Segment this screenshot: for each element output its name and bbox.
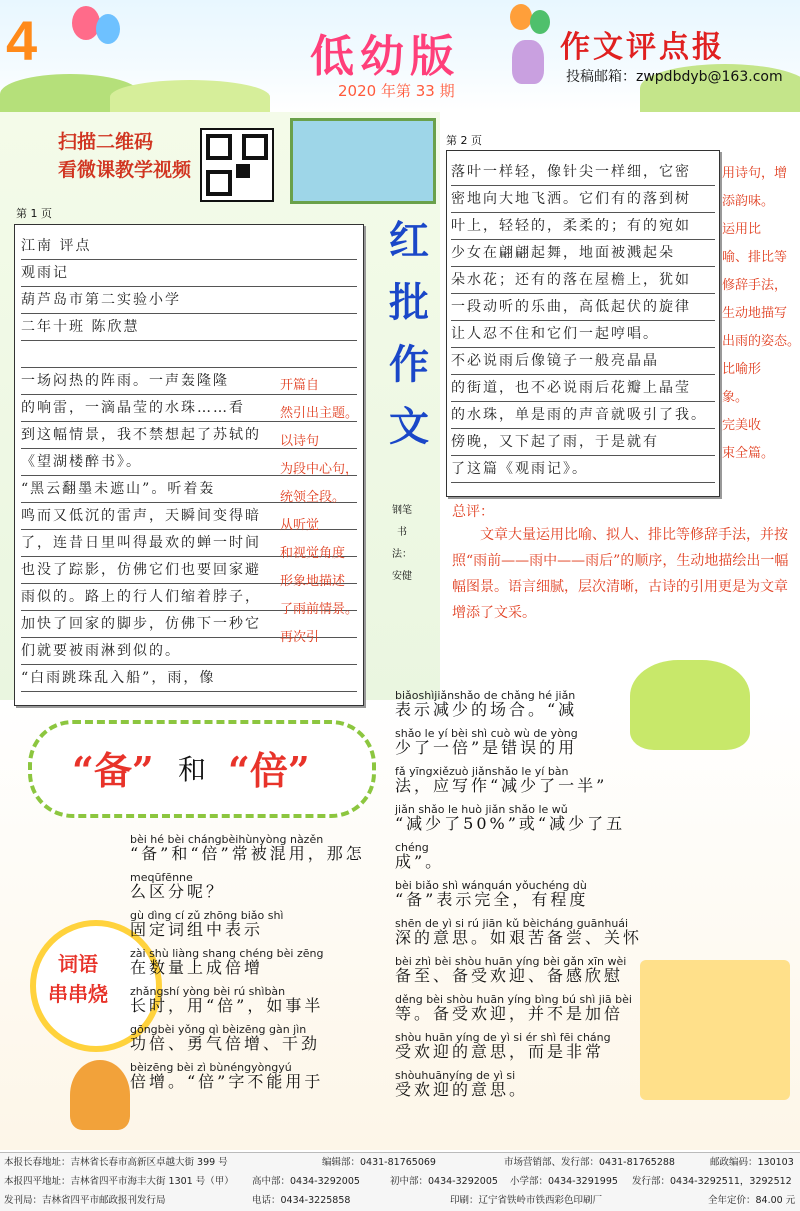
essay-line: 的街道，也不必说雨后花瓣上晶莹 <box>451 375 715 402</box>
page1-notes <box>280 372 380 652</box>
pinyin: bèi zhì bèi shòu huān yíng bèi gǎn xīn wèi <box>395 955 627 968</box>
teacher-note: 形象地描述 <box>280 574 346 589</box>
footer-marketing-phone: 市场营销部、发行部：0431-81765288 <box>504 1157 675 1168</box>
badge-line2: 串串烧 <box>48 982 108 1006</box>
balloon-icon <box>96 14 120 44</box>
essay-line: 让人忍不住和它们一起哼唱。 <box>451 321 715 348</box>
column-title-char: 文 <box>389 404 429 450</box>
pinyin-text-line <box>395 762 675 796</box>
teacher-note: 比喻形 <box>722 362 762 377</box>
pinyin: zài shù liàng shang chéng bèi zēng <box>130 947 324 960</box>
qr-code-icon[interactable] <box>200 128 274 202</box>
essay-line: 落叶一样轻，像针尖一样细，它密 <box>451 159 715 186</box>
pinyin-text-line <box>130 906 390 940</box>
hanzi: “减少了50%”或“减少了五 <box>395 814 626 833</box>
pinyin: meqūfēnne <box>130 871 193 884</box>
pinyin-text-line <box>395 990 675 1024</box>
essay-line: 傍晚，又下起了雨，于是就有 <box>451 429 715 456</box>
promo-line2: 看微课教学视频 <box>58 159 192 181</box>
essay-line: 们就要被雨淋到似的。 <box>21 638 357 665</box>
teacher-note: 和视觉角度 <box>280 546 346 561</box>
teacher-note: 生动地描写 <box>722 306 788 321</box>
essay-line: 的水珠，单是雨的声音就吸引了我。 <box>451 402 715 429</box>
summary-text: 文章大量运用比喻、拟人、排比等修辞手法，并按照“雨前——雨中——雨后”的顺序，生动地描绘出一幅幅图景。语言细腻，层次清晰，古诗的引用更是为文章增添了文采。 <box>452 527 789 621</box>
essay-line <box>21 341 357 368</box>
essay-line: 加快了回家的脚步，仿佛下一秒它 <box>21 611 357 638</box>
balloon-icon <box>510 4 532 30</box>
pinyin-text-line <box>395 800 675 834</box>
footer-sp-address: 本报四平地址：吉林省四平市海丰大街 1301 号（甲） <box>4 1176 234 1187</box>
essay-line: 密地向大地飞洒。它们有的落到树 <box>451 186 715 213</box>
hot-air-balloon-icon <box>70 1060 130 1130</box>
hanzi: “备”和“倍”常被混用，那怎 <box>130 844 365 863</box>
teacher-note: 从听觉 <box>280 518 320 533</box>
footer-price: 全年定价：84.00 元 <box>708 1195 796 1206</box>
hanzi: 法，应写作“减少了一半” <box>395 776 608 795</box>
hanzi: 功倍、勇气倍增、干劲 <box>130 1034 321 1053</box>
essay-line: 到这幅情景，我不禁想起了苏轼的 <box>21 422 357 449</box>
badge-line1: 词语 <box>58 952 98 976</box>
footer-editorial-phone: 编辑部：0431-81765069 <box>322 1157 436 1168</box>
teacher-note: 了雨前情景。 <box>280 602 359 617</box>
footer-middle-school-phone: 初中部：0434-3292005 <box>390 1176 498 1187</box>
pinyin: shēn de yì si rú jiān kǔ bèicháng guānhuái <box>395 917 629 930</box>
essay-line: 了，连昔日里叫得最欢的蝉一时间 <box>21 530 357 557</box>
teacher-note: 为段中心句， <box>280 462 359 477</box>
hanzi: 备至、备受欢迎、备感欣慰 <box>395 966 624 985</box>
teacher-note: 运用比 <box>722 222 762 237</box>
pinyin-text-line <box>395 1066 675 1100</box>
pinyin-text-line <box>395 686 675 720</box>
footer-distribution-phone: 发行部：0434-3292511，3292512 <box>632 1176 792 1187</box>
essay-line: 的响雷，一滴晶莹的水珠……看 <box>21 395 357 422</box>
pinyin: děng bèi shòu huān yíng bìng bú shì jiā bèi <box>395 993 632 1006</box>
essay-line: 观雨记 <box>21 260 357 287</box>
essay-line: 葫芦岛市第二实验小学 <box>21 287 357 314</box>
column-title-char: 作 <box>389 342 429 388</box>
pinyin-text-line <box>395 724 675 758</box>
pinyin-text-line <box>395 876 675 910</box>
essay-line: 《望湖楼醉书》。 <box>21 449 357 476</box>
hanzi: 固定词组中表示 <box>130 920 264 939</box>
teacher-note: 统领全段。 <box>280 490 346 505</box>
submission-email: 投稿邮箱：zwpdbdyb@163.com <box>566 69 783 85</box>
pinyin: bèi biǎo shì wánquán yǒuchéng dù <box>395 879 587 892</box>
essay-line: 也没了踪影，仿佛它们也要回家避 <box>21 557 357 584</box>
pinyin: gōngbèi yǒng qì bèizēng gàn jìn <box>130 1023 307 1036</box>
teacher-note: 以诗句 <box>280 434 320 449</box>
calligraphy-credit: 钢笔书法：安健 <box>392 505 412 582</box>
word-right-column <box>395 686 675 1104</box>
essay-line: 少女在翩翩起舞，地面被溅起朵 <box>451 240 715 267</box>
pinyin: bèi hé bèi chángbèihùnyòng nàzěn <box>130 833 324 846</box>
page-footer <box>0 1152 800 1211</box>
pinyin-text-line <box>130 982 390 1016</box>
word-left-column <box>130 830 390 1096</box>
essay-line: 了这篇《观雨记》。 <box>451 456 715 483</box>
pinyin: shǎo le yí bèi shì cuò wù de yòng <box>395 727 578 740</box>
balloon-icon <box>530 10 550 34</box>
issue-number: 2020 年第 33 期 <box>338 82 455 100</box>
pinyin: shòu huān yíng de yì si ér shì fēi cháng <box>395 1031 611 1044</box>
essay-line: 朵水花；还有的落在屋檐上，犹如 <box>451 267 715 294</box>
title-char-bei1: “备” <box>72 748 154 793</box>
column-title <box>376 210 442 458</box>
teacher-note: 用诗句，增 <box>722 166 788 181</box>
teacher-note: 开篇自 <box>280 378 320 393</box>
pinyin: gù dìng cí zǔ zhōng biǎo shì <box>130 909 284 922</box>
teacher-note: 然引出主题。 <box>280 406 359 421</box>
column-title-char: 批 <box>389 280 429 326</box>
pinyin-text-line <box>395 914 675 948</box>
pinyin: zhǎngshí yòng bèi rú shìbàn <box>130 985 286 998</box>
essay-line: 不必说雨后像镜子一般亮晶晶 <box>451 348 715 375</box>
pinyin: fǎ yīngxiězuò jiǎnshǎo le yí bàn <box>395 765 569 778</box>
footer-printer: 印刷：辽宁省铁岭市铁西彩色印刷厂 <box>450 1195 603 1206</box>
hanzi: 倍增。“倍”字不能用于 <box>130 1072 324 1091</box>
essay-line: 一段动听的乐曲，高低起伏的旋律 <box>451 294 715 321</box>
hanzi: 少了一倍”是错误的用 <box>395 738 578 757</box>
essay-line: 江南 评点 <box>21 233 357 260</box>
title-conjunction: 和 <box>178 753 207 786</box>
essay-line: 一场闷热的阵雨。一声轰隆隆 <box>21 368 357 395</box>
hanzi: “备”表示完全，有程度 <box>395 890 589 909</box>
pinyin-text-line <box>130 830 390 864</box>
hill-decoration <box>110 80 270 114</box>
teacher-note: 出雨的姿态。 <box>722 334 800 349</box>
hanzi: 成”。 <box>395 852 445 871</box>
footer-primary-phone: 小学部：0434-3291995 <box>510 1176 618 1187</box>
essay-line: “黑云翻墨未遮山”。听着轰 <box>21 476 357 503</box>
essay-line: 鸣而又低沉的雷声，天瞬间变得暗 <box>21 503 357 530</box>
qr-promo-text <box>58 128 191 184</box>
footer-high-school-phone: 高中部：0434-3292005 <box>252 1176 360 1187</box>
pinyin-text-line <box>395 1028 675 1062</box>
page-header <box>0 0 800 110</box>
pinyin-text-line <box>130 868 390 902</box>
pinyin: shòuhuānyíng de yì si <box>395 1069 516 1082</box>
hanzi: 长时，用“倍”，如事半 <box>130 996 324 1015</box>
essay-line: 二年十班 陈欣慧 <box>21 314 357 341</box>
pinyin-text-line <box>395 952 675 986</box>
pinyin: chéng <box>395 841 429 854</box>
teacher-note: 再次引 <box>280 630 320 645</box>
page2-sheet <box>446 150 720 497</box>
teacher-note: 象。 <box>722 390 749 405</box>
window-illustration <box>290 118 436 204</box>
essay-line: 叶上，轻轻的，柔柔的；有的宛如 <box>451 213 715 240</box>
hanzi: 受欢迎的意思。 <box>395 1080 529 1099</box>
hanzi: 在数量上成倍增 <box>130 958 264 977</box>
summary-title: 总评： <box>452 504 494 520</box>
column-title-char: 红 <box>389 218 429 264</box>
pinyin: bèizēng bèi zì bùnéngyòngyú <box>130 1061 292 1074</box>
newspaper-name: 作文评点报 <box>560 30 725 65</box>
footer-postcode: 邮政编码：130103 <box>710 1157 794 1168</box>
footer-cc-address: 本报长春地址：吉林省长春市高新区卓越大街 399 号 <box>4 1157 228 1168</box>
teacher-note: 束全篇。 <box>722 446 775 461</box>
page1-label: 第 1 页 <box>16 207 52 220</box>
hanzi: 么区分呢？ <box>130 882 226 901</box>
promo-line1: 扫描二维码 <box>58 131 154 153</box>
essay-line: “白雨跳珠乱入船”，雨，像 <box>21 665 357 692</box>
word-section-title <box>28 720 388 820</box>
pinyin-text-line <box>395 838 675 872</box>
pinyin-text-line <box>130 1020 390 1054</box>
page2-label: 第 2 页 <box>446 134 482 147</box>
footer-publisher: 发刊局：吉林省四平市邮政报刊发行局 <box>4 1195 166 1206</box>
footer-phone: 电话：0434-3225858 <box>252 1195 351 1206</box>
hanzi: 表示减少的场合。“减 <box>395 700 578 719</box>
teacher-note: 喻、排比等 <box>722 250 788 265</box>
title-char-bei2: “倍” <box>228 748 310 793</box>
pinyin: jiǎn shǎo le huò jiǎn shǎo le wǔ <box>395 803 568 816</box>
elephant-mascot-icon <box>512 40 544 84</box>
teacher-note: 添韵味。 <box>722 194 775 209</box>
pinyin-text-line <box>130 1058 390 1092</box>
hanzi: 等。备受欢迎，并不是加倍 <box>395 1004 624 1023</box>
teacher-note: 完美收 <box>722 418 762 433</box>
page2-notes <box>722 160 800 468</box>
essay-line: 雨似的。路上的行人们缩着脖子， <box>21 584 357 611</box>
pinyin-text-line <box>130 944 390 978</box>
hanzi: 深的意思。如艰苦备尝、关怀 <box>395 928 643 947</box>
hanzi: 受欢迎的意思，而是非常 <box>395 1042 605 1061</box>
teacher-note: 修辞手法， <box>722 278 788 293</box>
pinyin: biǎoshìjiǎnshǎo de chǎng hé jiǎn <box>395 689 576 702</box>
page-number: 4 <box>6 9 38 72</box>
edition-title: 低幼版 <box>310 31 460 82</box>
